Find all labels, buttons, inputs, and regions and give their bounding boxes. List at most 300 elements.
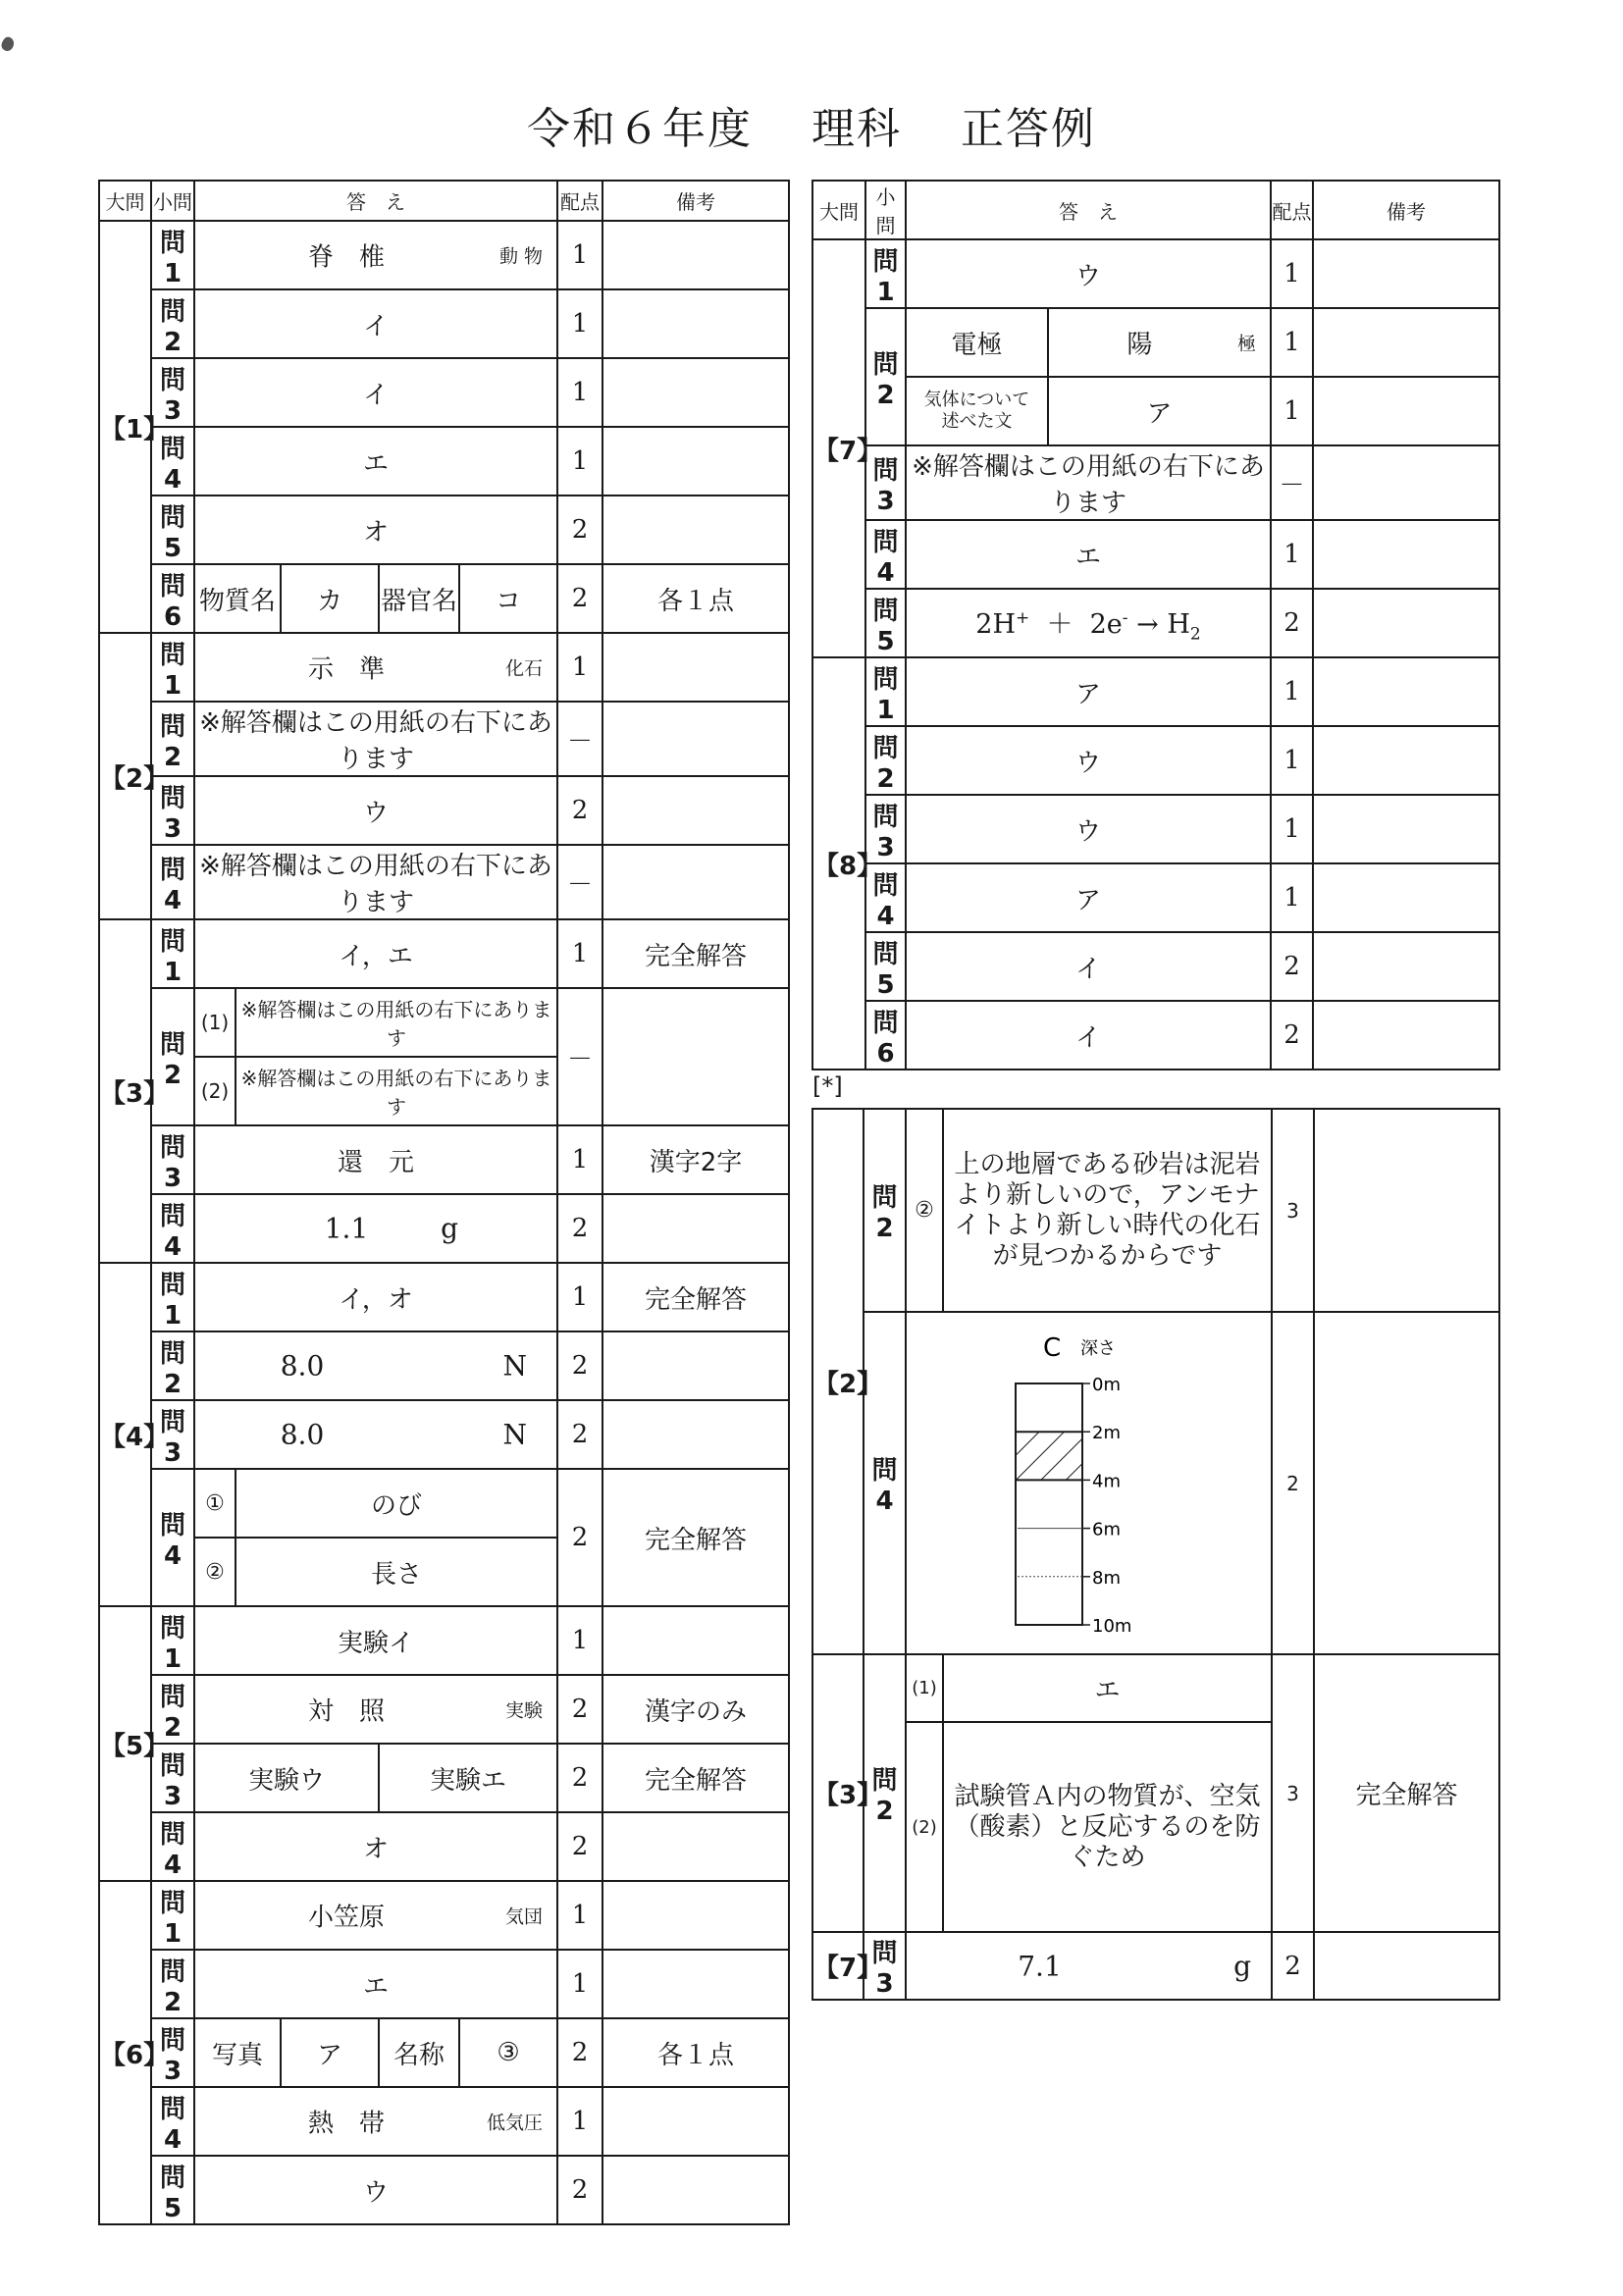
question-number: 問5	[151, 496, 194, 564]
note-cell	[602, 845, 789, 919]
question-number: 問1	[151, 919, 194, 988]
depth-tick-label: 6m	[1091, 1519, 1121, 1540]
answer-cell	[194, 1400, 557, 1469]
question-number: 問2	[865, 726, 906, 795]
note-cell	[1313, 932, 1499, 1001]
question-number: 問4	[151, 2087, 194, 2156]
answer-cell: ア	[281, 2018, 379, 2087]
equation-cell	[906, 589, 1271, 657]
label-line: 述べた文	[941, 411, 1013, 432]
points-cell: 2	[1272, 1932, 1314, 2000]
sub-number: ②	[195, 1539, 236, 1605]
question-number: 問3	[865, 445, 906, 520]
table-row	[99, 2156, 789, 2224]
header-sho: 小問	[865, 181, 906, 239]
supplementary-section-label: [*]	[812, 1072, 843, 1100]
sub-number: ②	[906, 1109, 943, 1312]
question-number: 問1	[151, 1881, 194, 1950]
note-cell	[602, 221, 789, 289]
question-number: 問3	[151, 2018, 194, 2087]
table-row	[99, 1194, 789, 1263]
question-number: 問2	[865, 308, 906, 445]
question-number: 問4	[151, 845, 194, 919]
sub-number: ①	[195, 1470, 236, 1537]
points-cell: 2	[557, 2156, 602, 2224]
points-cell: 2	[557, 2018, 602, 2087]
answer-cell: ア	[906, 863, 1271, 932]
table-row	[812, 520, 1499, 589]
question-number: 問4	[151, 1812, 194, 1881]
answer-cell	[194, 1675, 557, 1744]
table-row	[812, 239, 1499, 308]
table-row	[812, 726, 1499, 795]
points-cell: 1	[1271, 795, 1313, 863]
label-line: 気体について	[923, 390, 1030, 410]
section-label: 【2】	[812, 1109, 864, 1654]
table-row	[812, 1109, 1499, 1312]
question-number: 問2	[151, 988, 194, 1125]
note-cell: 完全解答	[602, 919, 789, 988]
table-row	[99, 988, 789, 1057]
answer-cell	[194, 988, 557, 1057]
table-row	[812, 932, 1499, 1001]
header-dai: 大問	[812, 181, 865, 239]
table-row	[812, 377, 1499, 445]
points-cell: 1	[557, 427, 602, 496]
note-cell	[602, 1194, 789, 1263]
depth-tick-label: 8m	[1091, 1567, 1121, 1589]
note-cell	[1313, 445, 1499, 520]
points-cell: 3	[1272, 1109, 1314, 1312]
table-row	[99, 1812, 789, 1881]
table-row	[812, 657, 1499, 726]
points-cell: 1	[1271, 377, 1313, 445]
sub-number: (1)	[906, 1654, 943, 1722]
question-number: 問4	[151, 427, 194, 496]
page-title	[0, 93, 1623, 156]
essay-answer: 上の地層である砂岩は泥岩より新しいので，アンモナイトより新しい時代の化石が見つかるからです	[943, 1109, 1272, 1312]
note-cell: 完全解答	[602, 1744, 789, 1812]
strata-column-diagram	[908, 1313, 1271, 1646]
table-row	[99, 845, 789, 919]
note-cell	[1313, 1001, 1499, 1070]
question-number: 問4	[864, 1312, 906, 1654]
table-row	[99, 776, 789, 845]
answer-text: 8.0	[280, 1349, 325, 1383]
refer-note: ※解答欄はこの用紙の右下にあります	[194, 702, 557, 776]
answer-table-left	[98, 180, 790, 2225]
eq-term: H	[1167, 608, 1190, 640]
table-row	[99, 1881, 789, 1950]
points-cell: 2	[557, 1744, 602, 1812]
eq-charge: -	[1122, 607, 1128, 628]
question-number: 問3	[151, 358, 194, 427]
answer-cell: イ	[194, 358, 557, 427]
note-cell	[1313, 377, 1499, 445]
answer-cell	[194, 1881, 557, 1950]
header-notes: 備考	[602, 181, 789, 221]
points-cell: 2	[557, 564, 602, 633]
question-number: 問4	[865, 520, 906, 589]
points-cell: －	[557, 988, 602, 1125]
answer-cell: エ	[943, 1654, 1272, 1722]
answer-cell: オ	[194, 1812, 557, 1881]
answer-unit: g	[441, 1212, 458, 1245]
note-cell	[602, 1950, 789, 2018]
note-cell: 漢字2字	[602, 1125, 789, 1194]
photo-label: 写真	[194, 2018, 281, 2087]
points-cell: 2	[557, 1812, 602, 1881]
points-cell: 1	[557, 221, 602, 289]
answer-unit: 実験	[504, 1699, 543, 1722]
answer-table-right	[812, 180, 1500, 1070]
question-number: 問2	[151, 289, 194, 358]
answer-cell	[194, 1538, 557, 1606]
answer-unit: 極	[1236, 333, 1256, 355]
points-cell: 1	[557, 1881, 602, 1950]
electrode-label: 電極	[906, 308, 1048, 377]
header-row	[99, 181, 789, 221]
section-label: 【5】	[99, 1606, 151, 1881]
answer-unit: N	[502, 1349, 527, 1383]
note-cell	[602, 1400, 789, 1469]
question-number: 問2	[151, 1675, 194, 1744]
note-cell	[1314, 1109, 1499, 1312]
title-year: 令和６年度	[527, 104, 753, 154]
refer-note: ※解答欄はこの用紙の右下にあります	[194, 845, 557, 919]
section-label: 【6】	[99, 1881, 151, 2224]
points-cell: 1	[557, 1263, 602, 1331]
table-row	[812, 1654, 1499, 1722]
note-cell	[1313, 795, 1499, 863]
note-cell: 漢字のみ	[602, 1675, 789, 1744]
answer-cell: エ	[906, 520, 1271, 589]
table-row	[99, 1744, 789, 1812]
table-row	[99, 1675, 789, 1744]
note-cell	[602, 2156, 789, 2224]
note-cell: 各１点	[602, 564, 789, 633]
section-label: 【3】	[812, 1654, 864, 1932]
answer-cell: イ	[194, 289, 557, 358]
title-kind: 正答例	[961, 104, 1096, 154]
answer-cell: 還 元	[194, 1125, 557, 1194]
answer-cell: コ	[459, 564, 557, 633]
question-number: 問4	[151, 1469, 194, 1606]
eq-term: 2H	[975, 608, 1017, 640]
section-label: 【2】	[99, 633, 151, 919]
name-label: 名称	[379, 2018, 459, 2087]
answer-cell	[194, 633, 557, 702]
points-cell: 1	[1271, 657, 1313, 726]
question-number: 問2	[151, 1331, 194, 1400]
organ-label: 器官名	[379, 564, 459, 633]
question-number: 問1	[865, 657, 906, 726]
table-row	[99, 358, 789, 427]
section-label: 【7】	[812, 239, 865, 657]
answer-cell	[194, 1057, 557, 1125]
header-sho: 小問	[151, 181, 194, 221]
question-number: 問2	[864, 1654, 906, 1932]
site-label: C	[1042, 1333, 1061, 1363]
depth-axis-label: 深さ	[1079, 1338, 1116, 1359]
eq-plus: ＋	[1046, 608, 1073, 640]
depth-tick-label: 2m	[1091, 1423, 1121, 1444]
answer-text: 対 照	[307, 1696, 385, 1727]
title-subject: 理科	[812, 104, 902, 154]
note-cell	[1313, 863, 1499, 932]
points-cell: 2	[557, 1194, 602, 1263]
table-row	[812, 863, 1499, 932]
depth-tick-label: 4m	[1091, 1471, 1121, 1492]
note-cell: 完全解答	[1314, 1654, 1499, 1932]
points-cell: 2	[1271, 1001, 1313, 1070]
table-row	[812, 1312, 1499, 1654]
table-row	[812, 795, 1499, 863]
table-row	[812, 445, 1499, 520]
answer-cell	[194, 221, 557, 289]
points-cell: －	[557, 845, 602, 919]
header-notes: 備考	[1313, 181, 1499, 239]
table-row	[99, 1263, 789, 1331]
table-row	[99, 1400, 789, 1469]
note-cell	[602, 289, 789, 358]
answer-text: 長さ	[370, 1559, 422, 1590]
answer-cell: ウ	[906, 726, 1271, 795]
eq-term: 2e	[1089, 608, 1123, 640]
note-cell	[1314, 1932, 1499, 2000]
points-cell: 1	[1271, 308, 1313, 377]
question-number: 問2	[864, 1109, 906, 1312]
header-row	[812, 181, 1499, 239]
answer-unit: 低気圧	[486, 2112, 543, 2134]
refer-note: ※解答欄はこの用紙の右下にあります	[240, 998, 552, 1050]
answer-cell: 実験エ	[379, 1744, 557, 1812]
points-cell: 1	[1271, 520, 1313, 589]
strata-diagram-cell	[906, 1312, 1272, 1654]
points-cell: 2	[557, 1400, 602, 1469]
answer-unit: 気団	[504, 1905, 543, 1928]
question-number: 問5	[865, 589, 906, 657]
points-cell: 1	[557, 289, 602, 358]
table-row	[99, 702, 789, 776]
question-number: 問1	[151, 1263, 194, 1331]
points-cell: 1	[1271, 863, 1313, 932]
answer-cell: イ	[906, 932, 1271, 1001]
question-number: 問5	[151, 2156, 194, 2224]
question-number: 問3	[151, 776, 194, 845]
answer-cell: ア	[906, 657, 1271, 726]
question-number: 問5	[865, 932, 906, 1001]
depth-tick-label: 10m	[1091, 1616, 1131, 1637]
question-number: 問3	[865, 795, 906, 863]
note-cell	[602, 1606, 789, 1675]
table-row	[99, 633, 789, 702]
eq-arrow: →	[1136, 608, 1159, 640]
table-row	[812, 308, 1499, 377]
sub-number: (2)	[906, 1722, 943, 1932]
table-row	[812, 1001, 1499, 1070]
answer-unit: g	[1233, 1950, 1251, 1982]
points-cell: －	[557, 702, 602, 776]
refer-note: ※解答欄はこの用紙の右下にあります	[906, 445, 1271, 520]
answer-cell: オ	[194, 496, 557, 564]
note-cell	[602, 633, 789, 702]
answer-unit: 化石	[504, 657, 543, 680]
answer-cell	[194, 1194, 557, 1263]
answer-cell	[194, 2087, 557, 2156]
question-number: 問4	[151, 1194, 194, 1263]
section-label: 【4】	[99, 1263, 151, 1606]
table-row	[99, 2018, 789, 2087]
table-row	[99, 496, 789, 564]
answer-cell: エ	[194, 427, 557, 496]
hatched-layer	[1016, 1432, 1082, 1480]
points-cell: 1	[557, 2087, 602, 2156]
sub-number: (2)	[195, 1058, 236, 1124]
answer-text: のび	[370, 1490, 422, 1521]
table-row	[99, 1331, 789, 1400]
question-number: 問2	[151, 1950, 194, 2018]
question-number: 問6	[151, 564, 194, 633]
note-cell	[602, 776, 789, 845]
table-row	[99, 1125, 789, 1194]
header-answer: 答 え	[194, 181, 557, 221]
answer-cell: 実験ウ	[194, 1744, 379, 1812]
answer-cell: エ	[194, 1950, 557, 2018]
answer-text: 1.1	[324, 1212, 369, 1245]
section-label: 【1】	[99, 221, 151, 633]
answer-cell: ア	[1048, 377, 1271, 445]
note-cell	[602, 496, 789, 564]
points-cell: 2	[557, 1469, 602, 1606]
table-row	[99, 919, 789, 988]
question-number: 問4	[865, 863, 906, 932]
note-cell	[602, 2087, 789, 2156]
question-number: 問3	[151, 1400, 194, 1469]
answer-cell	[906, 1932, 1272, 2000]
answer-cell: ウ	[194, 2156, 557, 2224]
table-row	[99, 564, 789, 633]
column-outline	[1016, 1383, 1082, 1625]
table-row	[99, 1469, 789, 1538]
note-cell	[602, 988, 789, 1125]
answer-text: 陽	[1126, 330, 1153, 360]
note-cell	[602, 1812, 789, 1881]
header-answer: 答 え	[906, 181, 1271, 239]
points-cell: 2	[1271, 589, 1313, 657]
answer-text: 小笠原	[307, 1903, 385, 1933]
note-cell	[1313, 520, 1499, 589]
question-number: 問1	[151, 221, 194, 289]
answer-cell: カ	[281, 564, 379, 633]
header-dai: 大問	[99, 181, 151, 221]
points-cell: 2	[1272, 1312, 1314, 1654]
answer-cell: ③	[459, 2018, 557, 2087]
answer-table-supplementary	[812, 1108, 1500, 2001]
table-row	[99, 1606, 789, 1675]
answer-cell	[194, 1469, 557, 1538]
points-cell: 2	[557, 776, 602, 845]
points-cell: 1	[557, 633, 602, 702]
answer-cell: イ	[906, 1001, 1271, 1070]
question-number: 問6	[865, 1001, 906, 1070]
answer-cell: イ，オ	[194, 1263, 557, 1331]
answer-text: 脊 椎	[307, 242, 385, 273]
section-label: 【8】	[812, 657, 865, 1070]
section-label: 【7】	[812, 1932, 864, 2000]
points-cell: 1	[557, 1125, 602, 1194]
refer-note: ※解答欄はこの用紙の右下にあります	[240, 1067, 552, 1119]
table-row	[99, 427, 789, 496]
eq-charge: +	[1016, 607, 1030, 628]
header-points: 配点	[557, 181, 602, 221]
note-cell: 完全解答	[602, 1263, 789, 1331]
note-cell	[602, 427, 789, 496]
note-cell	[602, 1881, 789, 1950]
answer-text: 7.1	[1018, 1950, 1062, 1982]
note-cell	[1313, 726, 1499, 795]
table-row	[812, 589, 1499, 657]
essay-answer: 試験管Ａ内の物質が、空気（酸素）と反応するのを防ぐため	[943, 1722, 1272, 1932]
answer-text: 示 準	[307, 654, 385, 685]
table-row	[99, 2087, 789, 2156]
note-cell	[1314, 1312, 1499, 1654]
points-cell: 2	[557, 1675, 602, 1744]
table-row	[99, 289, 789, 358]
note-cell: 各１点	[602, 2018, 789, 2087]
question-number: 問1	[151, 633, 194, 702]
points-cell: 1	[1271, 726, 1313, 795]
question-number: 問1	[865, 239, 906, 308]
table-row	[99, 1950, 789, 2018]
question-number: 問2	[151, 702, 194, 776]
answer-text: 8.0	[280, 1418, 325, 1451]
note-cell	[1313, 657, 1499, 726]
answer-cell: 実験イ	[194, 1606, 557, 1675]
points-cell: 1	[557, 1950, 602, 2018]
section-label: 【3】	[99, 919, 151, 1263]
points-cell: 3	[1272, 1654, 1314, 1932]
note-cell	[1313, 239, 1499, 308]
question-number: 問3	[151, 1125, 194, 1194]
substance-label: 物質名	[194, 564, 281, 633]
sub-number: (1)	[195, 989, 236, 1056]
points-cell: 1	[557, 1606, 602, 1675]
answer-cell: ウ	[906, 795, 1271, 863]
points-cell: 2	[1271, 932, 1313, 1001]
note-cell	[602, 1331, 789, 1400]
note-cell	[602, 702, 789, 776]
answer-cell: ウ	[906, 239, 1271, 308]
note-cell	[1313, 308, 1499, 377]
depth-tick-label: 0m	[1091, 1375, 1121, 1395]
note-cell	[602, 358, 789, 427]
note-cell: 完全解答	[602, 1469, 789, 1606]
answer-cell: ウ	[194, 776, 557, 845]
answer-unit: N	[502, 1418, 527, 1451]
question-number: 問3	[151, 1744, 194, 1812]
question-number: 問3	[864, 1932, 906, 2000]
points-cell: 1	[557, 919, 602, 988]
answer-text: 熱 帯	[307, 2109, 385, 2139]
scan-speck	[0, 35, 17, 53]
eq-subscript: 2	[1189, 624, 1201, 645]
points-cell: 1	[557, 358, 602, 427]
answer-cell: イ，エ	[194, 919, 557, 988]
points-cell: －	[1271, 445, 1313, 520]
header-points: 配点	[1271, 181, 1313, 239]
points-cell: 2	[557, 1331, 602, 1400]
